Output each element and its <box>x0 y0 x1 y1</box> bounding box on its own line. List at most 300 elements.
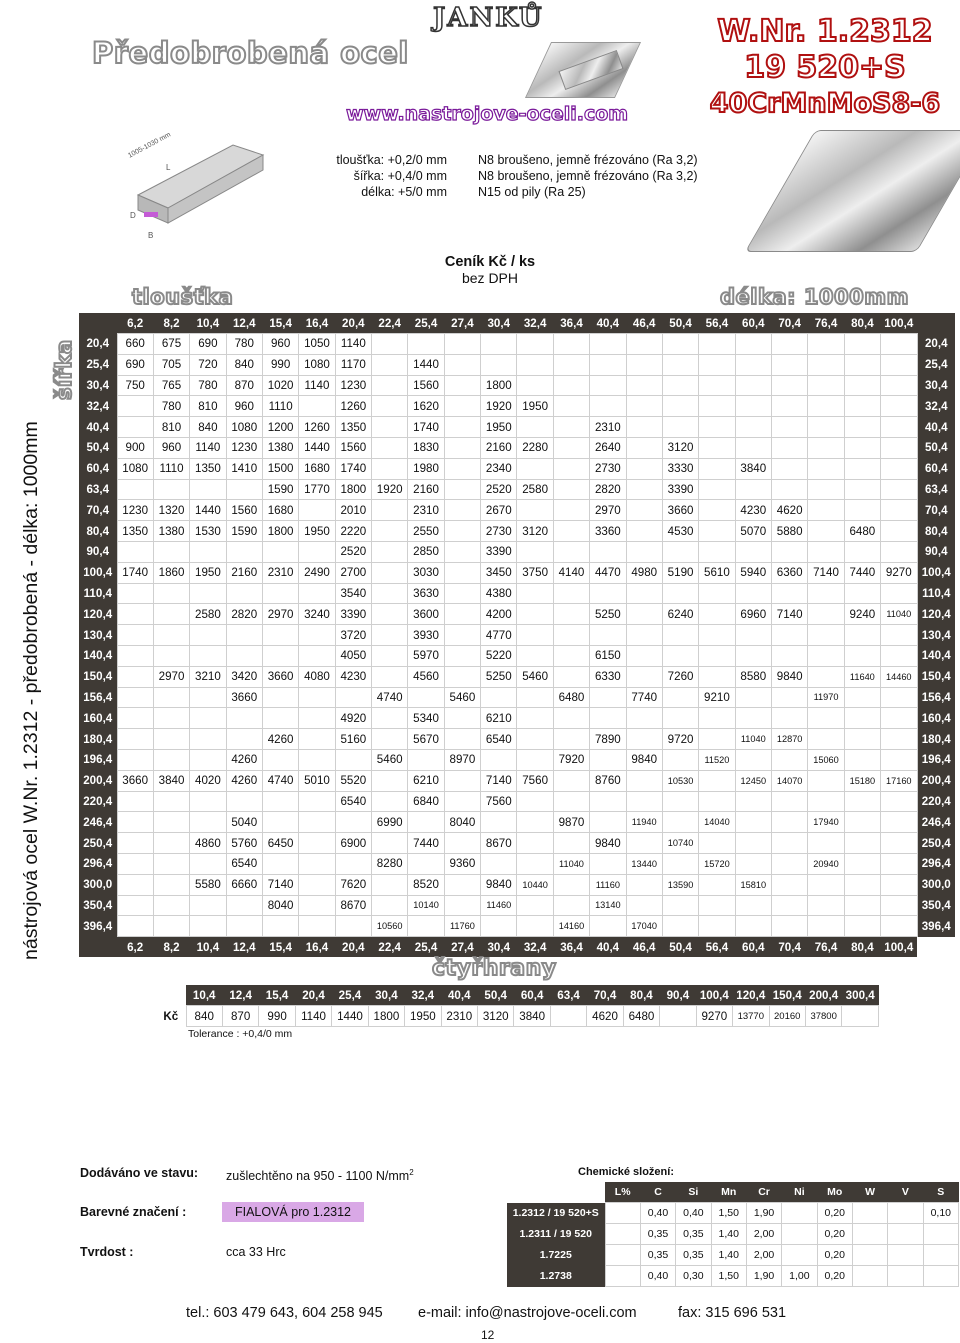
price-cell <box>226 479 262 500</box>
price-cell: 12870 <box>771 729 807 750</box>
price-cell <box>190 916 226 937</box>
price-cell <box>553 521 589 542</box>
price-cell: 3360 <box>590 521 626 542</box>
price-cell <box>808 500 844 521</box>
thickness-header: 40,4 <box>590 313 626 334</box>
price-cell: 2520 <box>335 541 371 562</box>
price-cell: 3600 <box>408 604 444 625</box>
width-label-left: 396,4 <box>79 916 117 937</box>
price-cell: 10140 <box>408 895 444 916</box>
price-cell <box>262 853 298 874</box>
square-size: 63,4 <box>550 985 586 1006</box>
price-cell <box>408 334 444 355</box>
price-cell: 14160 <box>553 916 589 937</box>
price-cell: 7260 <box>662 666 698 687</box>
price-cell <box>735 853 771 874</box>
element-value: 0,40 <box>640 1203 675 1224</box>
price-cell <box>844 334 880 355</box>
width-label-right: 150,4 <box>917 666 955 687</box>
price-cell <box>372 562 408 583</box>
element-value: 0,35 <box>640 1245 675 1266</box>
price-cell <box>626 708 662 729</box>
price-cell: 6330 <box>590 666 626 687</box>
chemistry-title: Chemické složení: <box>578 1166 674 1178</box>
tolerance-length-desc: N15 od pily (Ra 25) <box>478 185 586 199</box>
price-cell: 1350 <box>117 521 153 542</box>
price-cell: 11460 <box>481 895 517 916</box>
price-cell <box>881 708 917 729</box>
price-cell: 1800 <box>335 479 371 500</box>
price-cell <box>444 541 480 562</box>
price-cell: 15810 <box>735 874 771 895</box>
table-row <box>79 770 955 791</box>
price-cell <box>735 645 771 666</box>
price-cell: 4740 <box>262 770 298 791</box>
price-cell: 4140 <box>553 562 589 583</box>
price-cell <box>590 687 626 708</box>
price-cell <box>444 874 480 895</box>
price-heading-subtitle: bez DPH <box>461 270 519 286</box>
square-size: 40,4 <box>441 985 477 1006</box>
price-cell <box>153 729 189 750</box>
price-cell <box>735 334 771 355</box>
price-cell: 1320 <box>153 500 189 521</box>
price-cell: 5160 <box>335 729 371 750</box>
price-cell <box>117 895 153 916</box>
price-cell <box>553 375 589 396</box>
squares-tolerance: Tolerance : +0,4/0 mm <box>188 1028 293 1040</box>
price-cell <box>226 708 262 729</box>
price-cell <box>808 708 844 729</box>
element-value <box>852 1266 887 1287</box>
price-cell <box>444 895 480 916</box>
price-cell: 1950 <box>481 417 517 438</box>
price-cell <box>117 645 153 666</box>
price-cell <box>262 645 298 666</box>
price-cell: 7560 <box>481 791 517 812</box>
width-label-right: 25,4 <box>917 354 955 375</box>
price-cell <box>590 583 626 604</box>
width-label-left: 70,4 <box>79 500 117 521</box>
price-cell <box>699 625 735 646</box>
price-cell <box>735 417 771 438</box>
price-cell: 3660 <box>262 666 298 687</box>
price-cell <box>626 666 662 687</box>
price-cell: 11640 <box>844 666 880 687</box>
price-cell <box>881 354 917 375</box>
table-row <box>79 916 955 937</box>
price-cell: 9720 <box>662 729 698 750</box>
price-cell: 780 <box>153 396 189 417</box>
price-cell <box>881 895 917 916</box>
price-cell: 17940 <box>808 812 844 833</box>
price-cell <box>262 541 298 562</box>
price-cell <box>699 500 735 521</box>
element-value: 0,40 <box>676 1203 711 1224</box>
price-cell <box>153 833 189 854</box>
price-cell <box>771 645 807 666</box>
price-cell <box>190 687 226 708</box>
price-cell: 5520 <box>335 770 371 791</box>
price-cell <box>626 770 662 791</box>
table-row <box>79 791 955 812</box>
squares-label: čtyřhrany <box>432 956 557 981</box>
price-cell: 1230 <box>117 500 153 521</box>
price-cell: 3750 <box>517 562 553 583</box>
price-cell: 14040 <box>699 812 735 833</box>
width-label-right: 250,4 <box>917 833 955 854</box>
price-cell <box>771 687 807 708</box>
table-row <box>79 500 955 521</box>
price-cell <box>553 500 589 521</box>
width-label-left: 25,4 <box>79 354 117 375</box>
grade-wnr: W.Nr. 1.2312 <box>717 14 933 49</box>
price-cell <box>844 708 880 729</box>
price-cell <box>626 458 662 479</box>
square-price: 20160 <box>769 1006 805 1027</box>
thickness-footer: 32,4 <box>517 937 553 958</box>
thickness-header: 27,4 <box>444 313 480 334</box>
length-label: délka: 1000mm <box>720 285 910 309</box>
price-cell <box>735 583 771 604</box>
price-heading-title: Ceník Kč / ks <box>444 254 536 270</box>
price-cell <box>153 604 189 625</box>
table-row <box>79 895 955 916</box>
price-cell: 7890 <box>590 729 626 750</box>
price-cell: 1050 <box>299 334 335 355</box>
price-cell <box>299 916 335 937</box>
price-cell: 990 <box>262 354 298 375</box>
price-cell <box>262 625 298 646</box>
price-cell: 4530 <box>662 521 698 542</box>
price-cell: 1380 <box>153 521 189 542</box>
price-heading <box>420 254 560 286</box>
price-cell <box>262 749 298 770</box>
price-cell <box>808 396 844 417</box>
price-cell: 6360 <box>771 562 807 583</box>
price-cell <box>481 334 517 355</box>
thickness-header: 60,4 <box>735 313 771 334</box>
table-row <box>79 853 955 874</box>
thickness-footer: 70,4 <box>771 937 807 958</box>
price-cell: 3660 <box>226 687 262 708</box>
table-row <box>79 687 955 708</box>
price-cell <box>117 396 153 417</box>
price-cell: 1110 <box>262 396 298 417</box>
price-cell <box>844 916 880 937</box>
price-cell: 10440 <box>517 874 553 895</box>
price-cell <box>808 521 844 542</box>
element-header: Si <box>676 1182 711 1203</box>
price-cell <box>735 541 771 562</box>
price-cell: 2340 <box>481 458 517 479</box>
price-cell: 5190 <box>662 562 698 583</box>
price-cell <box>117 687 153 708</box>
price-cell <box>517 833 553 854</box>
price-cell: 1980 <box>408 458 444 479</box>
price-cell <box>444 666 480 687</box>
price-cell <box>626 604 662 625</box>
hardness-value: cca 33 Hrc <box>226 1245 286 1259</box>
price-cell <box>881 833 917 854</box>
svg-text:D: D <box>130 211 136 220</box>
price-cell <box>372 334 408 355</box>
price-cell: 8670 <box>335 895 371 916</box>
price-cell: 1020 <box>262 375 298 396</box>
chemistry-row <box>507 1245 959 1266</box>
price-cell: 6480 <box>844 521 880 542</box>
width-label-right: 246,4 <box>917 812 955 833</box>
price-cell <box>735 833 771 854</box>
thickness-label: tloušťka <box>132 285 234 309</box>
price-cell <box>517 916 553 937</box>
price-cell: 3390 <box>662 479 698 500</box>
element-value: 1,40 <box>711 1224 746 1245</box>
table-row <box>79 396 955 417</box>
price-cell <box>299 708 335 729</box>
element-header: Cr <box>746 1182 781 1203</box>
tolerance-spec <box>306 152 704 200</box>
price-cell: 720 <box>190 354 226 375</box>
width-label-right: 200,4 <box>917 770 955 791</box>
grade-cell: 1.2738 <box>507 1266 605 1287</box>
price-cell: 2550 <box>408 521 444 542</box>
price-cell <box>553 437 589 458</box>
width-label-left: 150,4 <box>79 666 117 687</box>
element-value <box>923 1245 958 1266</box>
price-cell: 870 <box>226 375 262 396</box>
width-label-right: 80,4 <box>917 521 955 542</box>
price-cell <box>517 458 553 479</box>
price-cell <box>117 541 153 562</box>
price-cell <box>553 458 589 479</box>
thickness-footer: 56,4 <box>699 937 735 958</box>
price-cell <box>444 458 480 479</box>
price-cell <box>771 791 807 812</box>
price-cell <box>844 874 880 895</box>
element-value <box>923 1266 958 1287</box>
price-cell: 1620 <box>408 396 444 417</box>
price-cell <box>226 583 262 604</box>
price-cell <box>808 437 844 458</box>
price-cell <box>553 874 589 895</box>
element-header: W <box>852 1182 887 1203</box>
price-cell <box>662 749 698 770</box>
squares-corner <box>156 985 186 1006</box>
price-cell <box>153 541 189 562</box>
price-cell <box>881 729 917 750</box>
price-cell <box>590 625 626 646</box>
page-number: 12 <box>481 1328 495 1342</box>
element-value <box>852 1245 887 1266</box>
price-cell <box>626 500 662 521</box>
price-cell: 1350 <box>335 417 371 438</box>
page-title: Předobrobená ocel <box>92 36 409 70</box>
element-value: 1,40 <box>711 1245 746 1266</box>
price-cell <box>881 625 917 646</box>
price-cell: 9270 <box>881 562 917 583</box>
price-cell <box>808 791 844 812</box>
price-cell <box>699 417 735 438</box>
price-cell <box>662 687 698 708</box>
width-label-right: 30,4 <box>917 375 955 396</box>
price-cell: 1740 <box>408 417 444 438</box>
element-value: 1,50 <box>711 1266 746 1287</box>
price-cell <box>372 458 408 479</box>
price-cell <box>408 749 444 770</box>
price-cell <box>808 458 844 479</box>
price-cell <box>881 396 917 417</box>
width-label-left: 30,4 <box>79 375 117 396</box>
price-cell: 765 <box>153 375 189 396</box>
price-cell <box>844 812 880 833</box>
price-cell: 9840 <box>626 749 662 770</box>
price-cell: 2490 <box>299 562 335 583</box>
table-row <box>79 479 955 500</box>
price-cell: 2310 <box>262 562 298 583</box>
price-cell <box>190 749 226 770</box>
width-label-left: 90,4 <box>79 541 117 562</box>
price-cell: 2730 <box>590 458 626 479</box>
square-price: 1140 <box>295 1006 331 1027</box>
width-label-left: 120,4 <box>79 604 117 625</box>
price-cell: 4470 <box>590 562 626 583</box>
grade-csn: 19 520+S <box>744 50 906 85</box>
price-cell <box>881 417 917 438</box>
price-cell: 9870 <box>553 812 589 833</box>
price-cell: 1530 <box>190 521 226 542</box>
price-cell: 3330 <box>662 458 698 479</box>
price-cell <box>481 812 517 833</box>
width-label-right: 100,4 <box>917 562 955 583</box>
price-cell: 960 <box>153 437 189 458</box>
thickness-footer: 40,4 <box>590 937 626 958</box>
thickness-header: 8,2 <box>153 313 189 334</box>
price-cell <box>299 500 335 521</box>
element-value: 0,20 <box>817 1245 852 1266</box>
price-cell <box>881 853 917 874</box>
price-cell <box>335 916 371 937</box>
width-label-left: 156,4 <box>79 687 117 708</box>
price-cell: 4260 <box>262 729 298 750</box>
price-cell <box>699 375 735 396</box>
square-price: 4620 <box>587 1006 623 1027</box>
price-cell: 1350 <box>190 458 226 479</box>
price-cell <box>299 874 335 895</box>
price-cell <box>844 375 880 396</box>
price-cell <box>626 396 662 417</box>
price-cell <box>699 666 735 687</box>
price-cell: 5670 <box>408 729 444 750</box>
chemistry-row <box>507 1224 959 1245</box>
price-cell <box>771 375 807 396</box>
price-cell: 6210 <box>481 708 517 729</box>
thickness-header: 36,4 <box>553 313 589 334</box>
price-table-header <box>79 313 955 334</box>
price-cell: 1140 <box>190 437 226 458</box>
price-cell <box>299 812 335 833</box>
price-cell: 7140 <box>771 604 807 625</box>
price-cell <box>699 645 735 666</box>
thickness-footer: 6,2 <box>117 937 153 958</box>
width-label-left: 32,4 <box>79 396 117 417</box>
price-cell <box>808 417 844 438</box>
price-cell: 690 <box>117 354 153 375</box>
price-cell <box>590 334 626 355</box>
price-cell: 2970 <box>153 666 189 687</box>
price-cell <box>626 437 662 458</box>
square-price: 2310 <box>441 1006 477 1027</box>
table-row <box>79 749 955 770</box>
price-cell: 1380 <box>262 437 298 458</box>
price-cell <box>226 916 262 937</box>
price-cell <box>771 354 807 375</box>
price-cell <box>372 583 408 604</box>
element-value <box>888 1224 923 1245</box>
price-cell <box>844 500 880 521</box>
lpct-cell <box>605 1266 640 1287</box>
price-cell <box>771 334 807 355</box>
price-cell <box>590 749 626 770</box>
width-label-right: 50,4 <box>917 437 955 458</box>
price-cell <box>517 375 553 396</box>
price-cell <box>590 354 626 375</box>
price-cell <box>299 791 335 812</box>
chemistry-header <box>507 1182 959 1203</box>
price-cell: 4260 <box>226 749 262 770</box>
price-cell: 7140 <box>808 562 844 583</box>
element-header: S <box>923 1182 958 1203</box>
price-cell <box>626 417 662 438</box>
square-size: 100,4 <box>696 985 732 1006</box>
price-cell <box>190 541 226 562</box>
squares-row-label: Kč <box>163 1009 179 1023</box>
thickness-header: 100,4 <box>881 313 917 334</box>
price-cell: 675 <box>153 334 189 355</box>
price-cell: 1590 <box>262 479 298 500</box>
marking-value: FIALOVÁ pro 1.2312 <box>222 1202 364 1222</box>
square-size: 120,4 <box>733 985 769 1006</box>
price-cell <box>226 729 262 750</box>
price-cell <box>771 916 807 937</box>
price-cell <box>844 687 880 708</box>
hardness-label: Tvrdost : <box>80 1245 134 1259</box>
price-cell <box>226 625 262 646</box>
price-cell: 6990 <box>372 812 408 833</box>
price-cell <box>844 458 880 479</box>
price-cell <box>808 895 844 916</box>
price-cell: 1080 <box>226 417 262 438</box>
price-cell <box>553 895 589 916</box>
square-size: 15,4 <box>259 985 295 1006</box>
price-cell: 7140 <box>481 770 517 791</box>
price-cell <box>117 479 153 500</box>
price-cell <box>553 334 589 355</box>
price-cell: 4050 <box>335 645 371 666</box>
square-price: 870 <box>222 1006 258 1027</box>
table-row <box>79 666 955 687</box>
price-cell: 5880 <box>771 521 807 542</box>
table-row <box>79 375 955 396</box>
price-cell <box>771 749 807 770</box>
table-row <box>79 625 955 646</box>
price-cell <box>444 417 480 438</box>
thickness-header: 50,4 <box>662 313 698 334</box>
width-label-right: 60,4 <box>917 458 955 479</box>
price-cell <box>517 354 553 375</box>
square-price <box>660 1006 696 1027</box>
price-cell <box>590 375 626 396</box>
